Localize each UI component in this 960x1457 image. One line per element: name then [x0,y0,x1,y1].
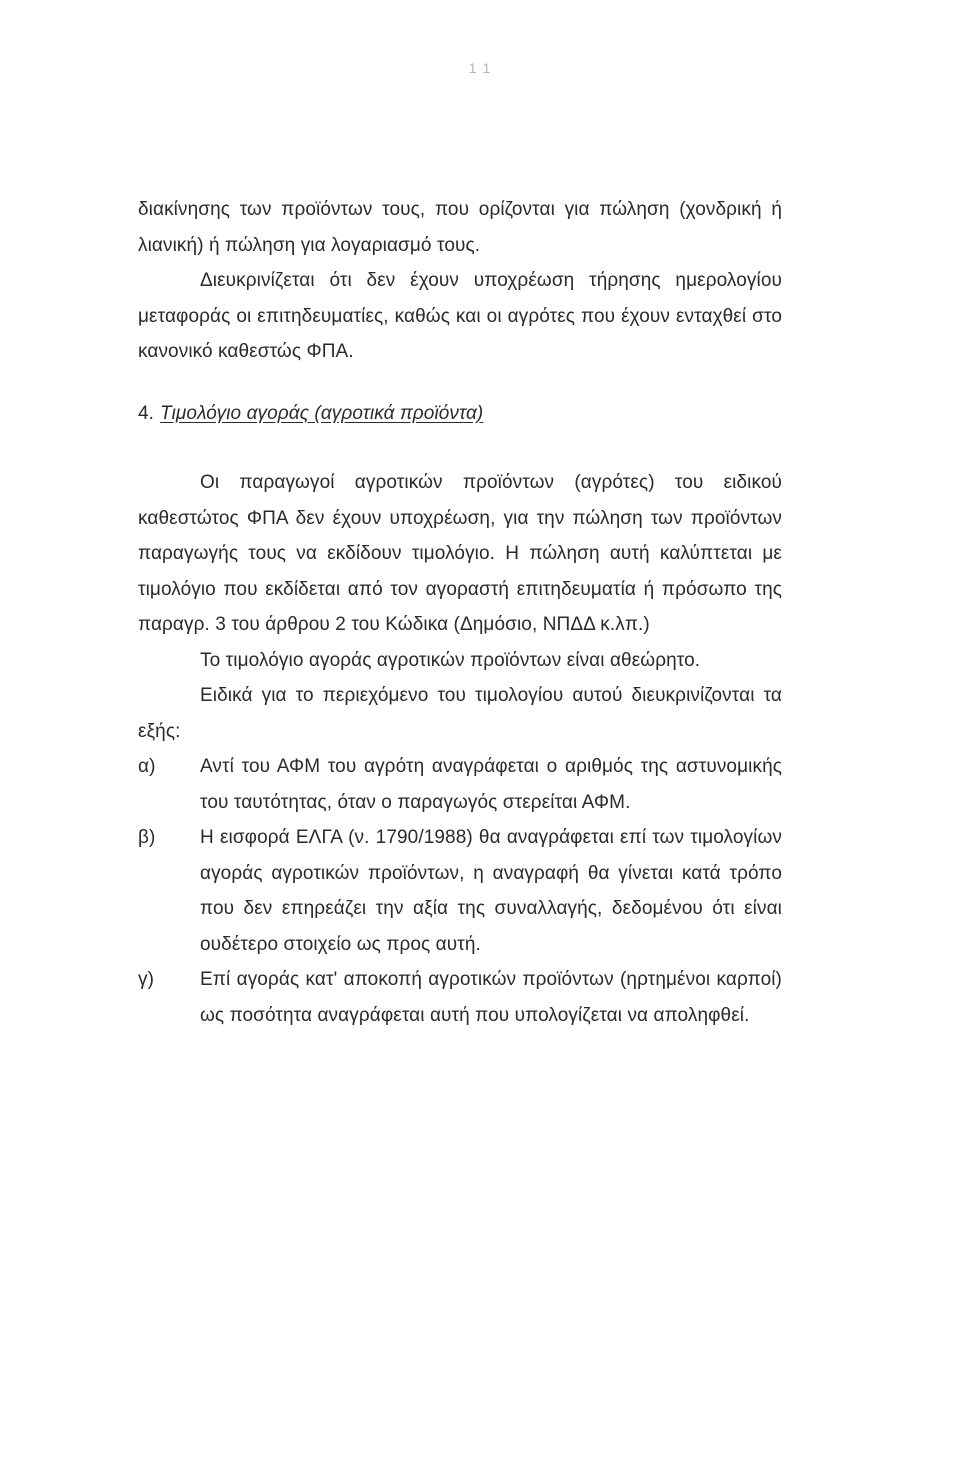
clarifications-list [138,749,782,1033]
list-item [138,749,782,820]
page-number-mark: 1 1 [468,60,492,76]
list-item-text: Η εισφορά ΕΛΓΑ (ν. 1790/1988) θα αναγράφεται επί των τιμολογίων αγοράς αγροτικών προϊόντων, η αναγραφή θα γίνεται κατά τρόπο που δεν επηρεάζει την αξία της συναλλαγής, δεδομένου ότι είναι ουδέτερο στοιχείο ως προς αυτή. [200,827,782,955]
list-item-text: Αντί του ΑΦΜ του αγρότη αναγράφεται ο αριθμός της αστυνομικής του ταυτότητας, όταν ο παραγωγός στερείται ΑΦΜ. [200,756,782,813]
paragraph-clarification: Διευκρινίζεται ότι δεν έχουν υποχρέωση τήρησης ημερολογίου μεταφοράς οι επιτηδευματίες, καθώς και οι αγρότες που έχουν ενταχθεί στο κανονικό καθεστώς ΦΠΑ. [138,270,782,362]
list-item [138,820,782,962]
paragraph-unvalidated: Το τιμολόγιο αγοράς αγροτικών προϊόντων είναι αθεώρητο. [200,649,701,671]
paragraph-producers: Οι παραγωγοί αγροτικών προϊόντων (αγρότες) του ειδικού καθεστώτος ΦΠΑ δεν έχουν υποχρέωση, για την πώληση των προϊόντων παραγωγής τους να εκδίδουν τιμολόγιο. Η πώληση αυτή καλύπτεται με τιμολόγιο που εκδίδεται από τον αγοραστή επιτηδευματία ή πρόσωπο της παραγρ. 3 του άρθρου 2 του Κώδικα (Δημόσιο, ΝΠΔΔ κ.λπ.) [138,472,782,635]
paragraph-continuation: διακίνησης των προϊόντων τους, που ορίζονται για πώληση (χονδρική ή λιανική) ή πώληση για λογαριασμό τους. [138,199,782,256]
list-marker: γ) [138,969,155,990]
list-marker: β) [138,827,156,848]
section-heading [138,396,782,432]
document-body [138,192,782,1033]
paragraph-content-intro: Ειδικά για το περιεχόμενο του τιμολογίου αυτού διευκρινίζονται τα εξής: [138,685,782,742]
section-number: 4. [138,402,155,424]
section-title: Τιμολόγιο αγοράς (αγροτικά προϊόντα) [160,402,484,424]
list-item-text: Επί αγοράς κατ' αποκοπή αγροτικών προϊόντων (ηρτημένοι καρποί) ως ποσότητα αναγράφεται αυτή που υπολογίζεται να αποληφθεί. [200,969,782,1026]
list-item [138,962,782,1033]
list-marker: α) [138,756,156,777]
